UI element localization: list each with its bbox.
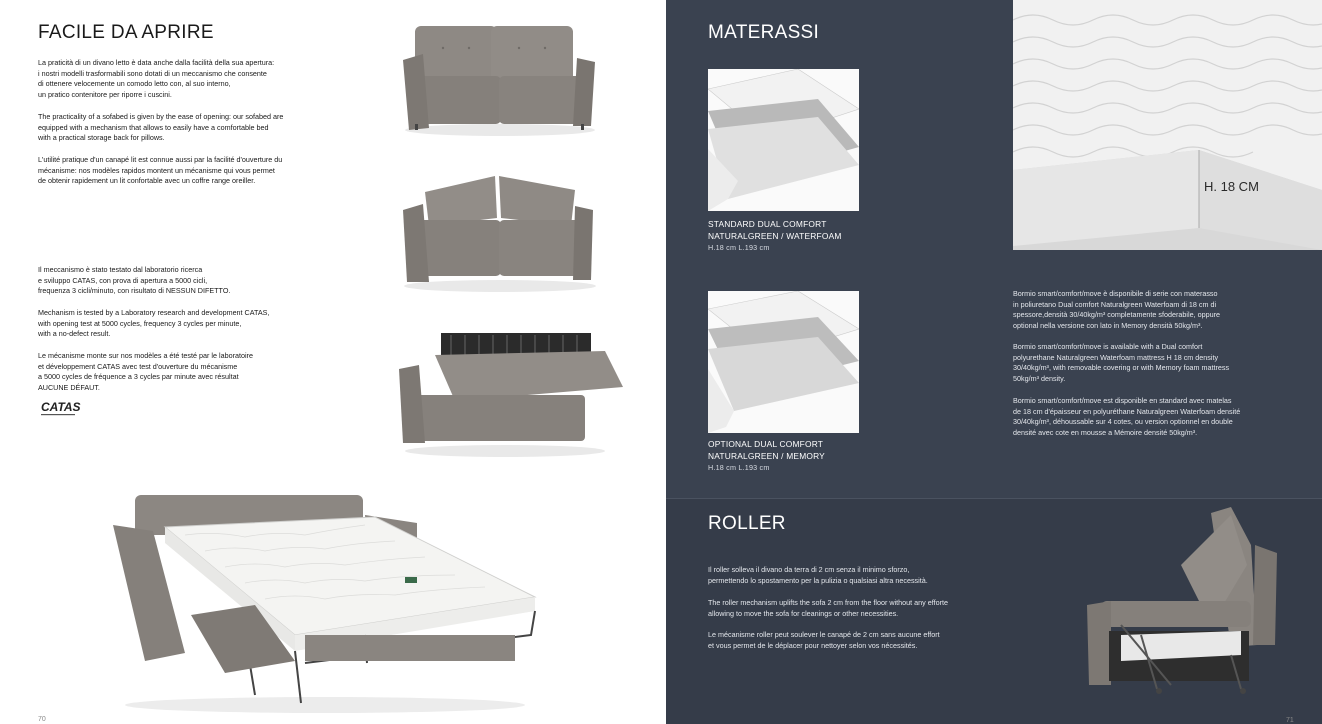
roller-panel <box>666 498 1322 724</box>
mattress-optional-line2: NATURALGREEN / MEMORY <box>708 450 825 461</box>
mattress-closeup-photo <box>1013 0 1322 250</box>
right-page <box>666 0 1322 724</box>
section-title-roller: ROLLER <box>708 513 786 534</box>
mattress-optional-caption <box>708 439 825 474</box>
sofa-closed-photo <box>395 18 605 138</box>
mattress-standard-line2: NATURALGREEN / WATERFOAM <box>708 230 842 241</box>
open-bed-photo <box>105 485 545 715</box>
mattress-standard-caption <box>708 219 842 254</box>
roller-fr: Le mécanisme roller peut soulever le canapé de 2 cm sans aucune effort et vous permet de le déplacer pour nettoyer selon vos nécessités. <box>708 630 940 650</box>
intro-fr: L'utilité pratique d'un canapé lit est connue aussi par la facilité d'ouverture du mécanisme: nos modèles rapidos montent un mécanisme qui vous permet de obtenir rapidement un lit confortable avec un coffre range oreiller. <box>38 155 283 186</box>
mattress-optional-photo <box>708 291 859 433</box>
mattress-standard-name: STANDARD DUAL COMFORT <box>708 219 827 229</box>
mattress-optional-name: OPTIONAL DUAL COMFORT <box>708 439 824 449</box>
mattress-desc-fr: Bormio smart/comfort/move est disponible en standard avec matelas de 18 cm d'épaisseur en polyuréthane Naturalgreen Waterfoam densité 30/40kg/m³, déhoussable sur 4 cotes, ou version optionnel en double densité avec cote en mousse a Mémoire densité 50kg/m³. <box>1013 396 1241 437</box>
sofa-opening-photo <box>395 170 605 295</box>
mattress-standard-dims: H.18 cm L.193 cm <box>708 243 770 252</box>
section-title-facile: FACILE DA APRIRE <box>38 22 214 43</box>
intro-it: La praticità di un divano letto è data anche dalla facilità della sua apertura: i nostri modelli trasformabili sono dotati di un meccanismo che consente di ottenere velocemente un comodo letto con, al suo interno, un pratico contenitore per riporre i cuscini. <box>38 58 275 99</box>
mattress-standard-photo <box>708 69 859 211</box>
mattress-optional-dims: H.18 cm L.193 cm <box>708 463 770 472</box>
page-number-right: 71 <box>1286 717 1294 724</box>
roller-it: Il roller solleva il divano da terra di 2 cm senza il minimo sforzo, permettendo lo spostamento per la pulizia o qualsiasi altra necessità. <box>708 565 928 585</box>
section-title-materassi: MATERASSI <box>708 22 820 43</box>
test-en: Mechanism is tested by a Laboratory research and development CATAS, with opening test at 5000 cycles, frequency 3 cycles per minute, with a no-defect result. <box>38 308 270 339</box>
roller-en: The roller mechanism uplifts the sofa 2 cm from the floor without any efforte allowing to move the sofa for cleanings or other necessities. <box>708 598 948 618</box>
catas-logo-text: CATAS <box>41 400 81 414</box>
catas-logo <box>40 398 84 420</box>
intro-en: The practicality of a sofabed is given by the ease of opening: our sofabed are equipped with a mechanism that allows to easily have a comfortable bed with a practical storage back for pillows. <box>38 112 284 143</box>
mattress-desc-it: Bormio smart/comfort/move è disponibile di serie con materasso in poliuretano Dual comfort Naturalgreen Waterfoam di 18 cm di spessore,densità 30/40kg/m³ completamente sfoderabile, oppure optional nella versione con lato in Memory densità 50kg/m³. <box>1013 289 1220 330</box>
sofa-mechanism-photo <box>395 325 627 460</box>
mattress-desc-en: Bormio smart/comfort/move is available with a Dual comfort polyurethane Naturalgreen Waterfoam mattress H 18 cm density 30/40kg/m³, with removable covering or with Memory foam mattress 50kg/m³ density. <box>1013 342 1230 383</box>
height-label: H. 18 CM <box>1204 179 1259 194</box>
roller-armchair-photo <box>1081 505 1281 701</box>
page-number-left: 70 <box>38 716 46 723</box>
test-it: Il meccanismo è stato testato dal laboratorio ricerca e sviluppo CATAS, con prova di apertura a 5000 cicli, frequenza 3 cicli/minuto, con risultato di NESSUN DIFETTO. <box>38 265 231 296</box>
test-fr: Le mécanisme monte sur nos modèles a été testé par le laboratoire et développement CATAS avec test d'ouverture du mécanisme a 5000 cycles de fréquence a 3 cycles par minute avec résultat AUCUNE DÉFAUT. <box>38 351 253 392</box>
